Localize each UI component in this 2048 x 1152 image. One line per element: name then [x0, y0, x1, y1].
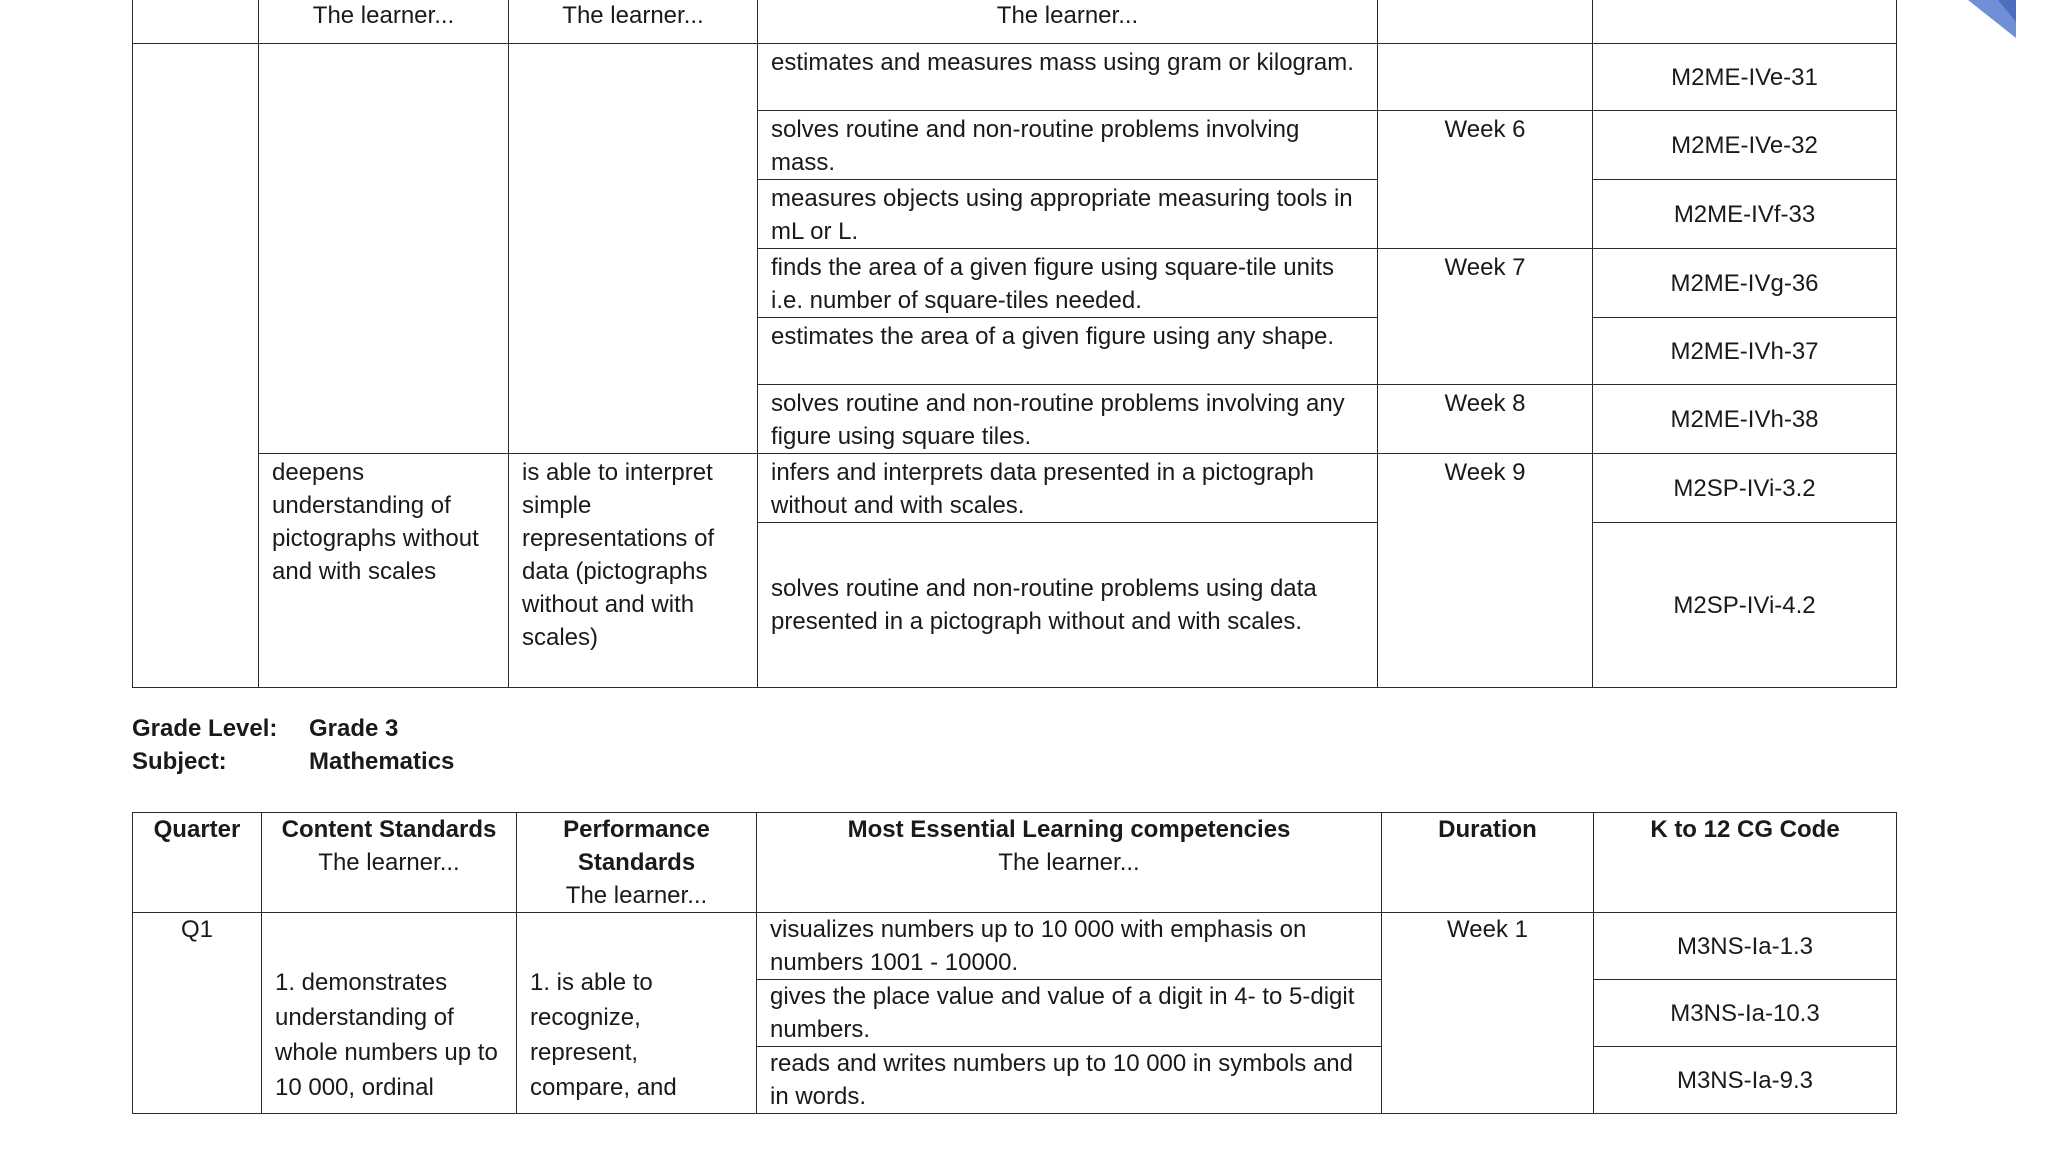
cg-code: M2ME-IVf-33: [1593, 180, 1897, 249]
melc-item: finds the area of a given figure using square-tile units i.e. number of square-tiles needed.: [758, 249, 1378, 318]
melc-item: visualizes numbers up to 10 000 with emphasis on numbers 1001 - 10000.: [757, 913, 1382, 980]
duration-cell: Week 8: [1378, 385, 1593, 454]
melc-item: estimates and measures mass using gram or kilogram.: [758, 44, 1378, 111]
melc-item: reads and writes numbers up to 10 000 in symbols and in words.: [757, 1047, 1382, 1114]
melc-item: estimates the area of a given figure using any shape.: [758, 318, 1378, 385]
performance-standards-header: Performance Standards The learner...: [517, 813, 757, 913]
duration-cell: [1378, 44, 1593, 111]
quarter-cell: Q1: [133, 913, 262, 1114]
grade-level-value: Grade 3: [309, 715, 399, 742]
melc-header: Most Essential Learning competencies The learner...: [757, 813, 1382, 913]
performance-standard-cell: [509, 44, 758, 454]
duration-header: [1378, 0, 1593, 44]
cg-code: M2ME-IVe-32: [1593, 111, 1897, 180]
grade2-q4-table: [132, 0, 1897, 688]
subject-value: Mathematics: [309, 748, 455, 775]
content-standard-cell: 1. demonstrates understanding of whole numbers up to 10 000, ordinal: [262, 913, 517, 1114]
quarter-header-cell: [133, 0, 259, 44]
melc-item: solves routine and non-routine problems involving mass.: [758, 111, 1378, 180]
melc-item: infers and interprets data presented in a pictograph without and with scales.: [758, 454, 1378, 523]
cg-code: M2ME-IVe-31: [1593, 44, 1897, 111]
melc-item: solves routine and non-routine problems using data presented in a pictograph without and with scales.: [758, 523, 1378, 688]
content-standards-header: The learner...: [259, 0, 509, 44]
content-standard-cell: [259, 44, 509, 454]
cg-code: M2SP-IVi-4.2: [1593, 523, 1897, 688]
code-header: K to 12 CG Code: [1594, 813, 1897, 913]
page-corner-ribbon: [1968, 0, 2016, 38]
performance-standards-header: The learner...: [509, 0, 758, 44]
code-header: [1593, 0, 1897, 44]
content-standards-header: Content Standards The learner...: [262, 813, 517, 913]
melc-item: gives the place value and value of a digit in 4- to 5-digit numbers.: [757, 980, 1382, 1047]
cg-code: M2SP-IVi-3.2: [1593, 454, 1897, 523]
melc-item: measures objects using appropriate measuring tools in mL or L.: [758, 180, 1378, 249]
performance-standard-cell: 1. is able to recognize, represent, compare, and: [517, 913, 757, 1114]
duration-header: Duration: [1382, 813, 1594, 913]
subject-label: Subject:: [132, 748, 227, 775]
melc-item: solves routine and non-routine problems involving any figure using square tiles.: [758, 385, 1378, 454]
melc-header: The learner...: [758, 0, 1378, 44]
performance-standard-cell: is able to interpret simple representations of data (pictographs without and with scales): [509, 454, 758, 688]
quarter-header: Quarter: [133, 813, 262, 913]
duration-cell: Week 9: [1378, 454, 1593, 688]
grade-level-label: Grade Level:: [132, 715, 278, 742]
grade3-q1-table: [132, 812, 1897, 1114]
cg-code: M3NS-Ia-1.3: [1594, 913, 1897, 980]
duration-cell: Week 6: [1378, 111, 1593, 249]
duration-cell: Week 7: [1378, 249, 1593, 385]
cg-code: M2ME-IVg-36: [1593, 249, 1897, 318]
cg-code: M3NS-Ia-10.3: [1594, 980, 1897, 1047]
cg-code: M2ME-IVh-37: [1593, 318, 1897, 385]
cg-code: M3NS-Ia-9.3: [1594, 1047, 1897, 1114]
quarter-cell: [133, 44, 259, 688]
grade-subject-info: [132, 712, 532, 778]
cg-code: M2ME-IVh-38: [1593, 385, 1897, 454]
duration-cell: Week 1: [1382, 913, 1594, 1114]
content-standard-cell: deepens understanding of pictographs without and with scales: [259, 454, 509, 688]
